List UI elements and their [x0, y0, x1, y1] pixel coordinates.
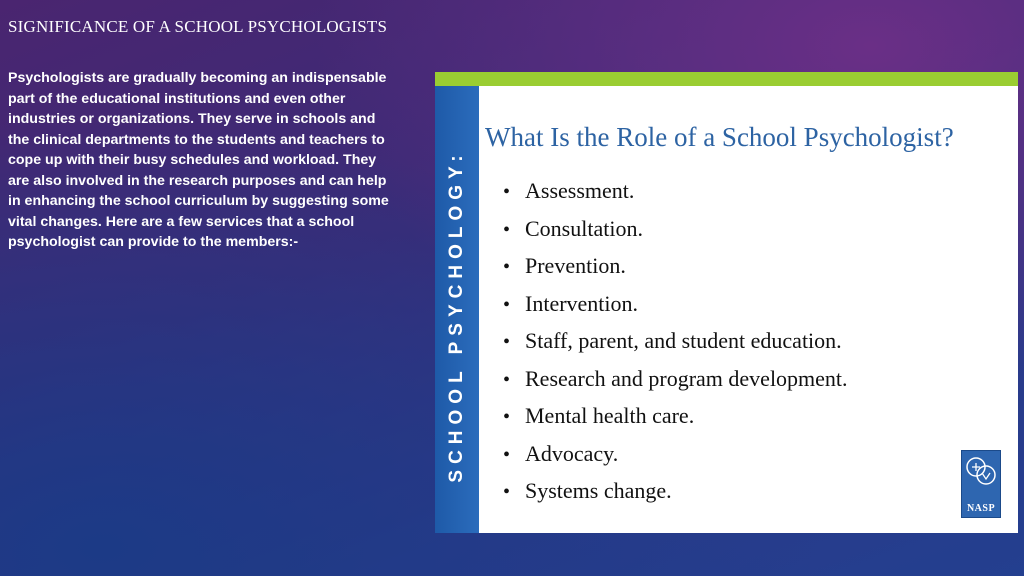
nasp-logo-text: NASP — [966, 503, 996, 514]
card-top-bar — [435, 72, 1018, 86]
list-item — [503, 172, 848, 210]
list-item-label: Mental health care. — [525, 403, 695, 428]
list-item-label: Systems change. — [525, 478, 672, 503]
list-item — [503, 397, 848, 435]
list-item-label: Intervention. — [525, 290, 639, 316]
list-item — [503, 285, 848, 323]
bullet-icon: • — [503, 443, 511, 466]
list-item — [503, 360, 848, 398]
list-item-label: Staff, parent, and student education. — [525, 328, 842, 353]
list-item — [503, 247, 848, 285]
list-item-label: Research and program development. — [525, 365, 848, 391]
card-side-bar — [435, 86, 479, 533]
nasp-logo — [961, 450, 1001, 518]
list-item — [503, 435, 848, 473]
list-item-label: Consultation. — [525, 215, 643, 241]
vertical-label: SCHOOL PSYCHOLOGY: — [446, 149, 467, 483]
bullet-icon: • — [503, 293, 511, 316]
list-item-label: Assessment. — [525, 178, 635, 203]
slide-title: SIGNIFICANCE OF A SCHOOL PSYCHOLOGISTS — [8, 17, 388, 36]
list-item — [503, 322, 848, 360]
card-heading: What Is the Role of a School Psychologist? — [485, 122, 954, 152]
list-item-label: Advocacy. — [525, 440, 619, 466]
bullet-icon: • — [503, 256, 511, 278]
list-item — [503, 210, 848, 248]
bullet-icon: • — [503, 181, 511, 203]
bullet-icon: • — [503, 481, 511, 503]
nasp-emblem-icon — [962, 451, 1002, 503]
role-list — [503, 172, 848, 510]
bullet-icon: • — [503, 368, 511, 391]
bullet-icon: • — [503, 406, 511, 428]
bullet-icon: • — [503, 218, 511, 241]
embedded-image-card — [435, 72, 1018, 533]
bullet-icon: • — [503, 331, 511, 353]
list-item — [503, 472, 848, 510]
body-paragraph: Psychologists are gradually becoming an indispensable part of the educational institutions and even other industries or organizations. They serve in schools and the clinical departments to the students and teachers to cope up with their busy schedules and workload. They are also involved in the research purposes and can help in enhancing the school curriculum by suggesting some vital changes. Here are a few services that a school psychologist can provide to the members:- — [8, 70, 389, 250]
list-item-label: Prevention. — [525, 253, 626, 278]
